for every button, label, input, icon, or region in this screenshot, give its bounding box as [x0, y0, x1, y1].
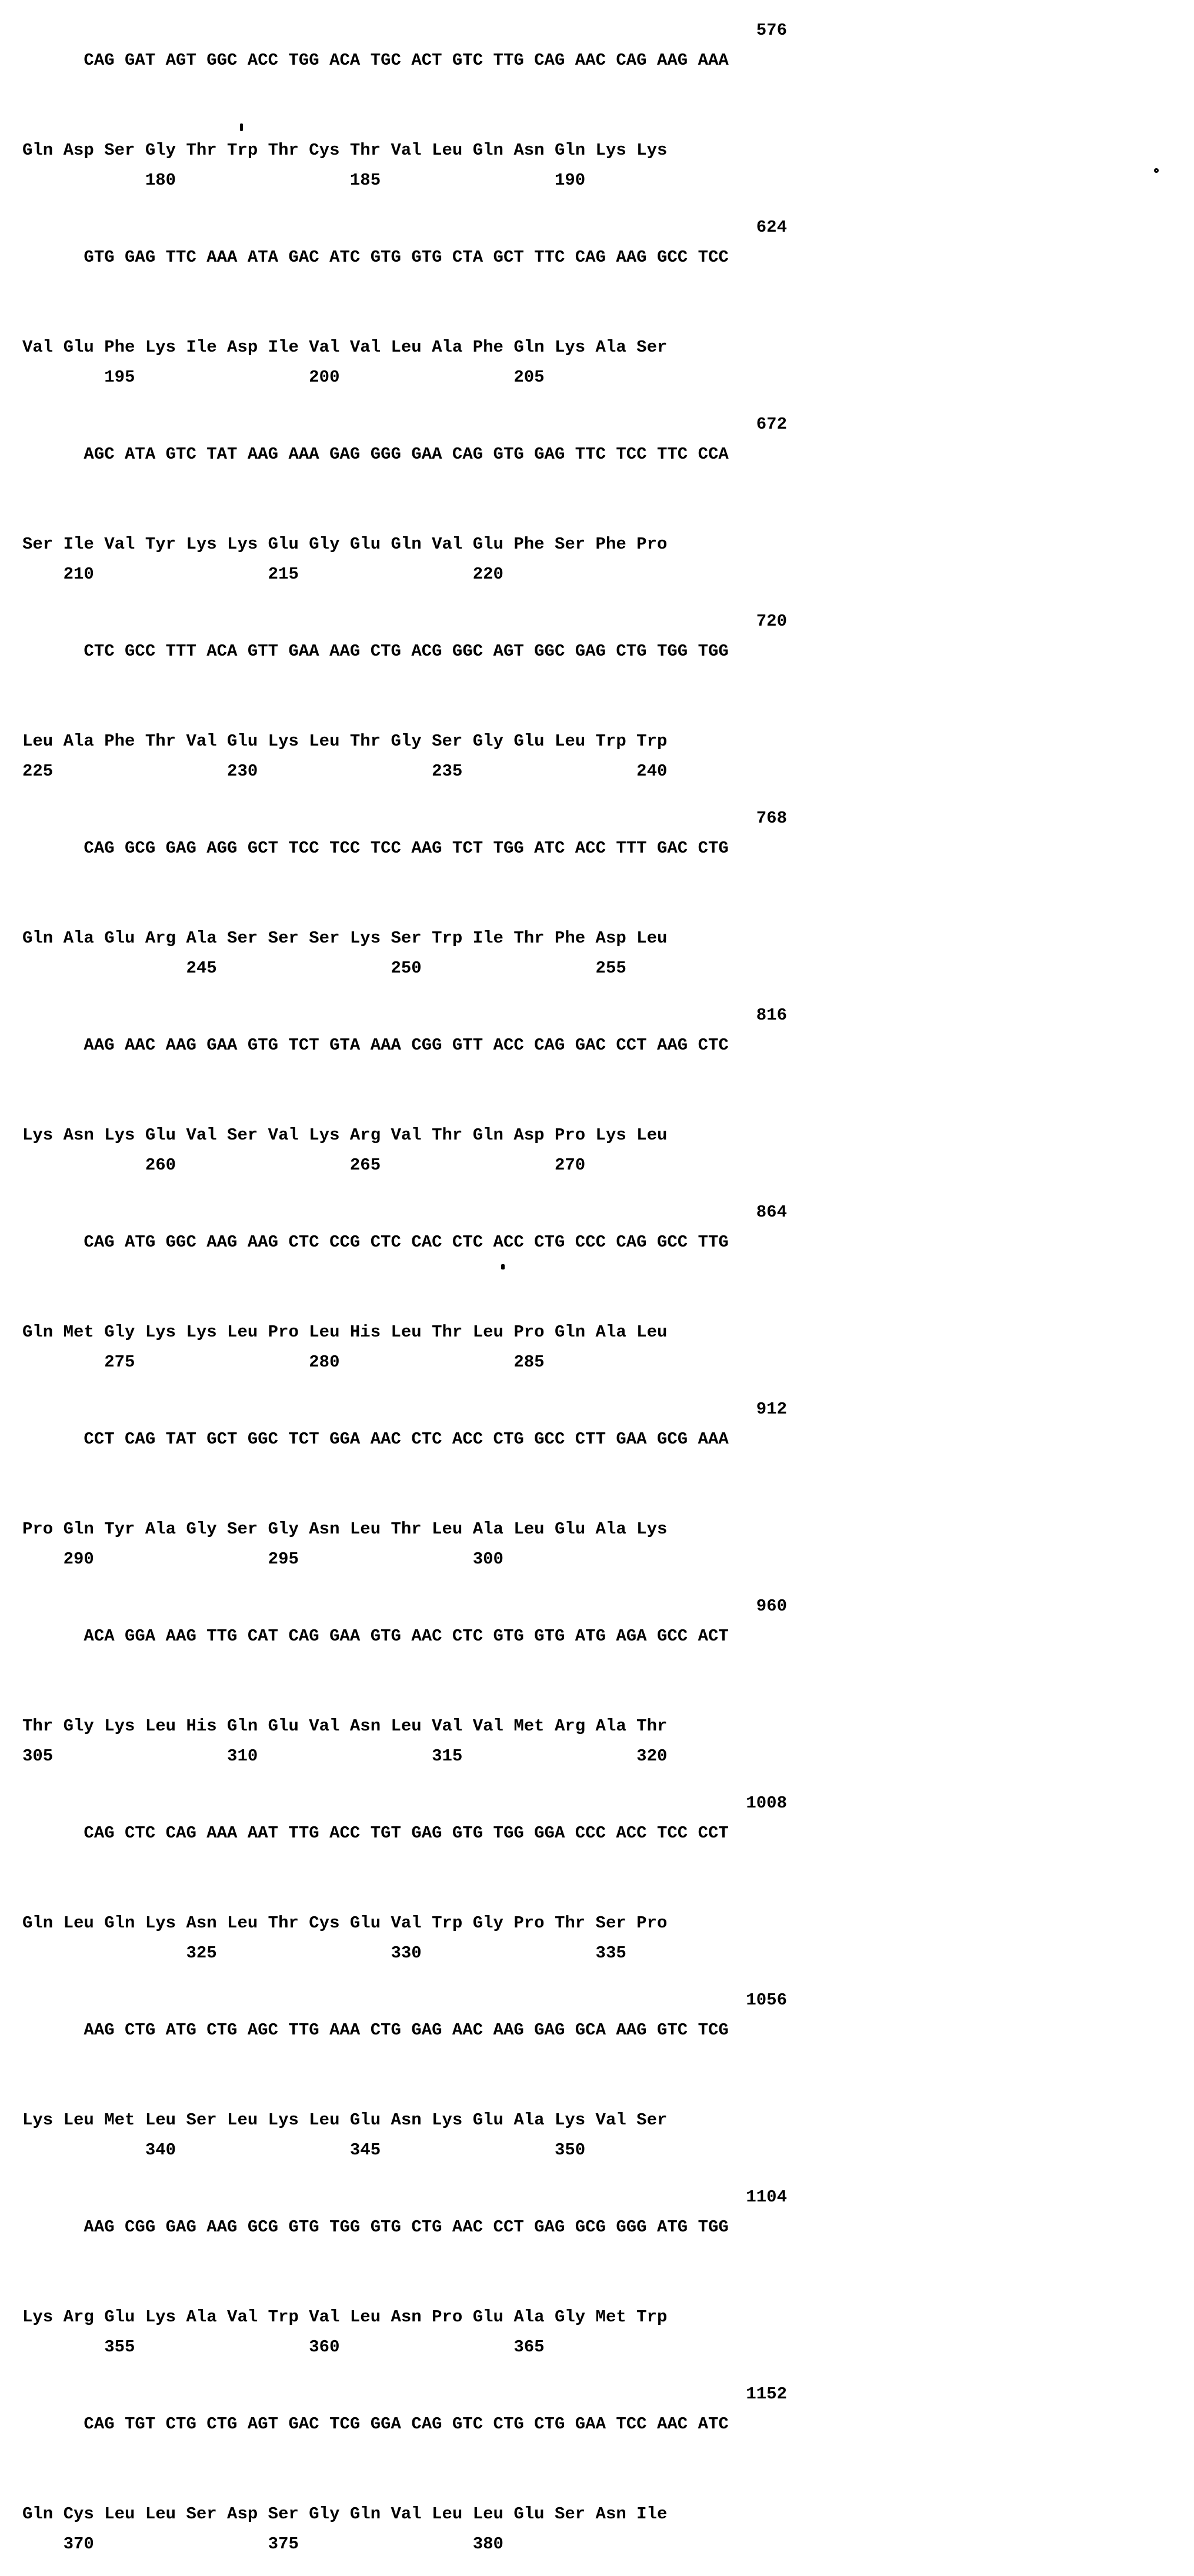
sequence-block [22, 1788, 1175, 1968]
dna-codon-line: GTG GAG TTC AAA ATA GAC ATC GTG GTG CTA GCT TTC CAG AAG GCC TCC [84, 248, 729, 267]
sequence-block [22, 2182, 1175, 2362]
nucleotide-count: 672 [756, 415, 787, 434]
sequence-block [22, 1591, 1175, 1771]
dna-codon-line: CAG GCG GAG AGG GCT TCC TCC TCC AAG TCT TGG ATC ACC TTT GAC CTG [84, 838, 729, 858]
codon-row [22, 1788, 1175, 1908]
dna-codon-line: CCT CAG TAT GCT GGC TCT GGA AAC CTC ACC CTG GCC CTT GAA GCG AAA [84, 1429, 729, 1449]
amino-acid-line: Gln Cys Leu Leu Ser Asp Ser Gly Gln Val Leu Leu Glu Ser Asn Ile [22, 2504, 668, 2524]
amino-acid-line: Gln Ala Glu Arg Ala Ser Ser Ser Lys Ser Trp Ile Thr Phe Asp Leu [22, 928, 668, 948]
codon-row [22, 1591, 1175, 1711]
residue-number-line: 180 185 190 [22, 171, 586, 190]
codon-row [22, 1000, 1175, 1120]
dna-codon-line: ACA GGA AAG TTG CAT CAG GAA GTG AAC CTC GTG GTG ATG AGA GCC ACT [84, 1626, 729, 1646]
dna-codon-line: CAG TGT CTG CTG AGT GAC TCG GGA CAG GTC CTG CTG GAA TCC AAC ATC [84, 2414, 729, 2434]
amino-acid-line: Ser Ile Val Tyr Lys Lys Glu Gly Glu Gln Val Glu Phe Ser Phe Pro [22, 534, 668, 554]
nucleotide-count: 720 [756, 612, 787, 631]
nucleotide-count: 576 [756, 21, 787, 40]
residue-number-line: 225 230 235 240 [22, 761, 668, 781]
dna-codon-line: CTC GCC TTT ACA GTT GAA AAG CTG ACG GGC AGT GGC GAG CTG TGG TGG [84, 642, 729, 661]
amino-acid-line: Lys Leu Met Leu Ser Leu Lys Leu Glu Asn Lys Glu Ala Lys Val Ser [22, 2110, 668, 2130]
nucleotide-count: 912 [756, 1399, 787, 1419]
sequence-block [22, 2379, 1175, 2559]
amino-acid-line: Leu Ala Phe Thr Val Glu Lys Leu Thr Gly Ser Gly Glu Leu Trp Trp [22, 731, 668, 751]
residue-number-line: 210 215 220 [22, 564, 503, 584]
nucleotide-count: 1008 [746, 1793, 787, 1813]
residue-number-line: 355 360 365 [22, 2337, 545, 2357]
codon-row [22, 1197, 1175, 1317]
nucleotide-count: 1056 [746, 1990, 787, 2010]
nucleotide-count: 768 [756, 808, 787, 828]
dna-codon-line: AAG CTG ATG CTG AGC TTG AAA CTG GAG AAC AAG GAG GCA AAG GTC TCG [84, 2020, 729, 2040]
scan-artifact-dot [1154, 168, 1159, 173]
sequence-block [22, 606, 1175, 786]
dna-codon-line: AAG AAC AAG GAA GTG TCT GTA AAA CGG GTT ACC CAG GAC CCT AAG CTC [84, 1035, 729, 1055]
residue-number-line: 245 250 255 [22, 958, 626, 978]
scan-artifact-dot [501, 1264, 505, 1269]
sequence-block [22, 409, 1175, 589]
codon-row [22, 2182, 1175, 2302]
sequence-block [22, 15, 1175, 195]
nucleotide-count: 1104 [746, 2187, 787, 2207]
amino-acid-line: Lys Arg Glu Lys Ala Val Trp Val Leu Asn Pro Glu Ala Gly Met Trp [22, 2307, 668, 2327]
amino-acid-line: Gln Met Gly Lys Lys Leu Pro Leu His Leu Thr Leu Pro Gln Ala Leu [22, 1322, 668, 1342]
scan-artifact-tick [240, 123, 243, 131]
residue-number-line: 260 265 270 [22, 1155, 586, 1175]
dna-codon-line: CAG CTC CAG AAA AAT TTG ACC TGT GAG GTG TGG GGA CCC ACC TCC CCT [84, 1823, 729, 1843]
residue-number-line: 305 310 315 320 [22, 1746, 668, 1766]
dna-codon-line: CAG GAT AGT GGC ACC TGG ACA TGC ACT GTC TTG CAG AAC CAG AAG AAA [84, 51, 729, 70]
sequence-block [22, 1000, 1175, 1180]
residue-number-line: 275 280 285 [22, 1352, 545, 1372]
codon-row [22, 212, 1175, 332]
residue-number-line: 370 375 380 [22, 2534, 503, 2554]
codon-row [22, 1985, 1175, 2105]
residue-number-line: 290 295 300 [22, 1549, 503, 1569]
codon-row [22, 2379, 1175, 2499]
sequence-block [22, 1985, 1175, 2165]
dna-codon-line: CAG ATG GGC AAG AAG CTC CCG CTC CAC CTC ACC CTG CCC CAG GCC TTG [84, 1232, 729, 1252]
codon-row [22, 409, 1175, 529]
dna-codon-line: AAG CGG GAG AAG GCG GTG TGG GTG CTG AAC CCT GAG GCG GGG ATG TGG [84, 2217, 729, 2237]
sequence-block [22, 1394, 1175, 1574]
amino-acid-line: Lys Asn Lys Glu Val Ser Val Lys Arg Val Thr Gln Asp Pro Lys Leu [22, 1125, 668, 1145]
codon-row [22, 803, 1175, 923]
amino-acid-line: Thr Gly Lys Leu His Gln Glu Val Asn Leu Val Val Met Arg Ala Thr [22, 1716, 668, 1736]
nucleotide-count: 1152 [746, 2384, 787, 2404]
amino-acid-line: Val Glu Phe Lys Ile Asp Ile Val Val Leu Ala Phe Gln Lys Ala Ser [22, 338, 668, 357]
nucleotide-count: 816 [756, 1005, 787, 1025]
sequence-listing [22, 15, 1175, 2576]
sequence-block [22, 1197, 1175, 1377]
codon-row [22, 15, 1175, 135]
nucleotide-count: 864 [756, 1202, 787, 1222]
codon-row [22, 1394, 1175, 1514]
nucleotide-count: 960 [756, 1596, 787, 1616]
nucleotide-count: 624 [756, 218, 787, 237]
residue-number-line: 340 345 350 [22, 2140, 586, 2160]
codon-row [22, 606, 1175, 726]
sequence-block [22, 212, 1175, 392]
amino-acid-line: Gln Asp Ser Gly Thr Trp Thr Cys Thr Val Leu Gln Asn Gln Lys Lys [22, 141, 668, 160]
amino-acid-line: Gln Leu Gln Lys Asn Leu Thr Cys Glu Val Trp Gly Pro Thr Ser Pro [22, 1913, 668, 1933]
residue-number-line: 195 200 205 [22, 367, 545, 387]
sequence-block [22, 803, 1175, 983]
dna-codon-line: AGC ATA GTC TAT AAG AAA GAG GGG GAA CAG GTG GAG TTC TCC TTC CCA [84, 445, 729, 464]
residue-number-line: 325 330 335 [22, 1943, 626, 1963]
amino-acid-line: Pro Gln Tyr Ala Gly Ser Gly Asn Leu Thr Leu Ala Leu Glu Ala Lys [22, 1519, 668, 1539]
